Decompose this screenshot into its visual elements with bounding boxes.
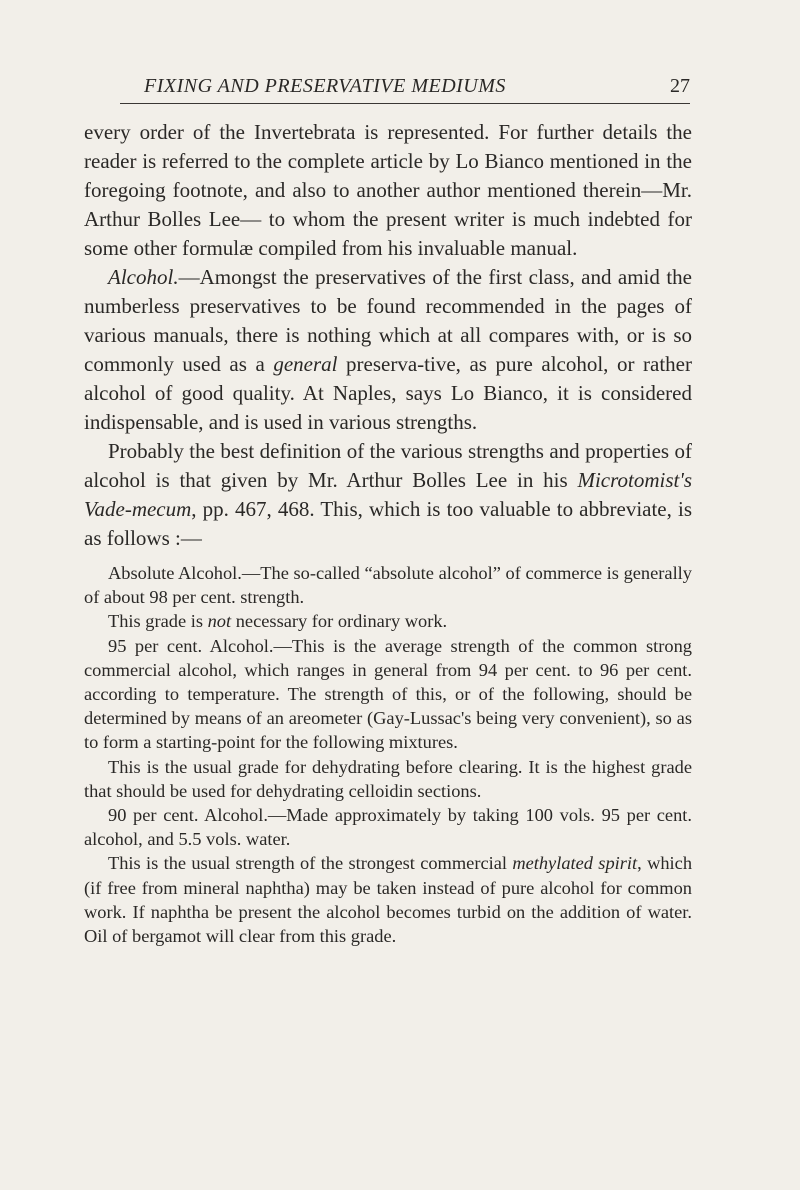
quote-text: This grade is	[108, 611, 208, 632]
quote-text: necessary for ordinary work.	[231, 611, 448, 632]
quote-text: 90 per cent. Alcohol.—Made approximately by taking 100 vols. 95 per cent. alcohol, and 5.5 vols. water.	[84, 805, 692, 850]
emphasis-methylated-spirit: methylated spirit	[512, 853, 638, 874]
header-rule	[120, 103, 690, 104]
paragraph-invertebrata	[84, 118, 692, 263]
quote-methylated-spirit	[84, 851, 692, 948]
paragraph-text: every order of the Invertebrata is represented. For further details the reader is referred to the complete article by Lo Bianco mentioned in the foregoing footnote, and also to another author mentioned therein—Mr. Arthur Bolles Lee— to whom the present writer is much indebted for some other formulæ compiled from his invaluable manual.	[84, 120, 692, 260]
paragraph-text: , pp. 467, 468. This, which is too valuable to abbreviate, is as follows :—	[84, 497, 692, 550]
page-number: 27	[670, 75, 690, 97]
paragraph-text: Probably the best definition of the various strengths and properties of alcohol is that given by Mr. Arthur Bolles Lee in his	[84, 439, 692, 492]
emphasis-general: general	[273, 352, 338, 376]
quote-text: Absolute Alcohol.—The so-called “absolute alcohol” of commerce is generally of about 98 per cent. strength.	[84, 563, 692, 608]
running-title: FIXING AND PRESERVATIVE MEDIUMS	[144, 75, 506, 97]
running-head	[120, 74, 690, 110]
quote-dehydrating	[84, 755, 692, 803]
quote-text: 95 per cent. Alcohol.—This is the average strength of the common strong commercial alcohol, which ranges in general from 94 per cent. to 96 per cent. according to temperature. The strength of this, or of the following, should be determined by means of an areometer (Gay-Lussac's being very convenient), so as to form a starting-point for the following mixtures.	[84, 635, 692, 753]
quote-90-percent	[84, 803, 692, 851]
quote-text: This is the usual strength of the strongest commercial	[108, 853, 513, 874]
quote-absolute-alcohol	[84, 561, 692, 609]
quote-text: This is the usual grade for dehydrating before clearing. It is the highest grade that should be used for dehydrating celloidin sections.	[84, 756, 692, 801]
quote-text: , which (if free from mineral naphtha) may be taken instead of pure alcohol for common work. If naphtha be present the alcohol becomes turbid on the addition of water. Oil of bergamot will clear from this grade.	[84, 853, 693, 947]
paragraph-definition	[84, 437, 692, 553]
body-text	[84, 118, 692, 948]
paragraph-text: —Amongst the preservatives of the first class, and amid the numberless preservatives to be found recommended in the pages of various manuals, there is nothing which at all compares with, or is so commonly used as a	[84, 265, 692, 376]
quote-grade-note	[84, 609, 692, 633]
paragraph-alcohol	[84, 263, 692, 437]
emphasis-not: not	[207, 611, 232, 632]
section-heading-alcohol: Alcohol.	[108, 265, 179, 289]
quote-95-percent	[84, 634, 692, 755]
book-title: Microtomist's Vade-mecum	[84, 468, 692, 521]
paragraph-text: preserva-tive, as pure alcohol, or rather alcohol of good quality. At Naples, says Lo Bianco, it is considered indispensable, and is used in various strengths.	[84, 352, 692, 434]
